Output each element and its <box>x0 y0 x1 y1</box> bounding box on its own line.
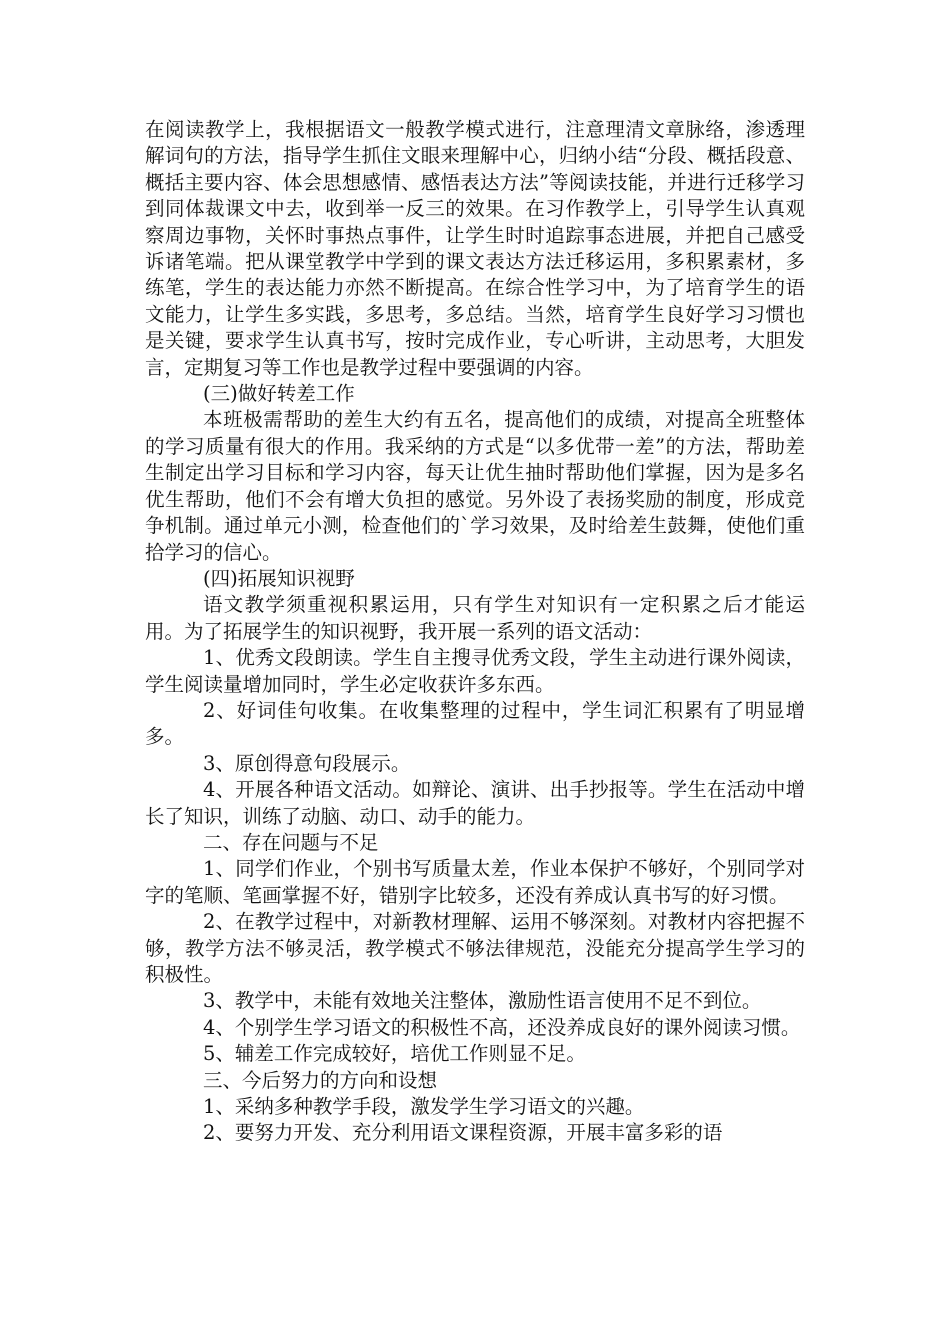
section-heading-problems: 二、存在问题与不足 <box>203 830 379 854</box>
section-heading-knowledge: (四)拓展知识视野 <box>203 566 355 590</box>
list-item-problem-4: 4、个别学生学习语文的积极性不高，还没养成良好的课外阅读习惯。 <box>203 1015 801 1039</box>
list-item-problem-5: 5、辅差工作完成较好，培优工作则显不足。 <box>203 1042 586 1066</box>
list-item-problem-2: 2、在教学过程中，对新教材理解、运用不够深刻。对教材内容把握不够，教学方法不够灵活，教学模式不够法律规范，没能充分提高学生学习的积极性。 <box>145 910 805 986</box>
section-heading-future: 三、今后努力的方向和设想 <box>203 1068 438 1092</box>
list-item-activity-1: 1、优秀文段朗读。学生自主搜寻优秀文段，学生主动进行课外阅读，学生阅读量增加同时，学生必定收获许多东西。 <box>145 646 805 696</box>
section-heading-weak-students: (三)做好转差工作 <box>203 382 355 406</box>
list-item-activity-3: 3、原创得意句段展示。 <box>203 751 411 775</box>
list-item-problem-3: 3、教学中，未能有效地关注整体，激励性语言使用不足不到位。 <box>203 989 762 1013</box>
list-item-future-1: 1、采纳多种教学手段，激发学生学习语文的兴趣。 <box>203 1095 645 1119</box>
list-item-future-2: 2、要努力开发、充分利用语文课程资源，开展丰富多彩的语 <box>203 1121 723 1145</box>
paragraph-accumulate: 语文教学须重视积累运用，只有学生对知识有一定积累之后才能运用。为了拓展学生的知识视野，我开展一系列的语文活动： <box>145 593 805 643</box>
document-body <box>145 117 805 1147</box>
paragraph-reading-teaching: 在阅读教学上，我根据语文一般教学模式进行，注意理清文章脉络，渗透理解词句的方法，指导学生抓住文眼来理解中心，归纳小结“分段、概括段意、概括主要内容、体会思想感情、感悟表达方法”等阅读技能，并进行迁移学习到同体裁课文中去，收到举一反三的效果。在习作教学上，引导学生认真观察周边事物，关怀时事热点事件，让学生时时追踪事态进展，并把自己感受诉诸笔端。把从课堂教学中学到的课文表达方法迁移运用，多积累素材，多练笔，学生的表达能力亦然不断提高。在综合性学习中，为了培育学生的语文能力，让学生多实践，多思考，多总结。当然，培育学生良好学习习惯也是关键，要求学生认真书写，按时完成作业，专心听讲，主动思考，大胆发言，定期复习等工作也是教学过程中要强调的内容。 <box>145 118 805 379</box>
list-item-problem-1: 1、同学们作业，个别书写质量太差，作业本保护不够好，个别同学对字的笔顺、笔画掌握不好，错别字比较多，还没有养成认真书写的好习惯。 <box>145 857 805 907</box>
list-item-activity-4: 4、开展各种语文活动。如辩论、演讲、出手抄报等。学生在活动中增长了知识，训练了动脑、动口、动手的能力。 <box>145 778 805 828</box>
list-item-activity-2: 2、好词佳句收集。在收集整理的过程中，学生词汇积累有了明显增多。 <box>145 698 805 749</box>
paragraph-weak-students: 本班极需帮助的差生大约有五名，提高他们的成绩，对提高全班整体的学习质量有很大的作用。我采纳的方式是“以多优带一差”的方法，帮助差生制定出学习目标和学习内容，每天让优生抽时帮助他们掌握，因为是多名优生帮助，他们不会有增大负担的感觉。另外设了表扬奖励的制度，形成竞争机制。通过单元小测，检查他们的`学习效果，及时给差生鼓舞，使他们重拾学习的信心。 <box>145 408 805 564</box>
